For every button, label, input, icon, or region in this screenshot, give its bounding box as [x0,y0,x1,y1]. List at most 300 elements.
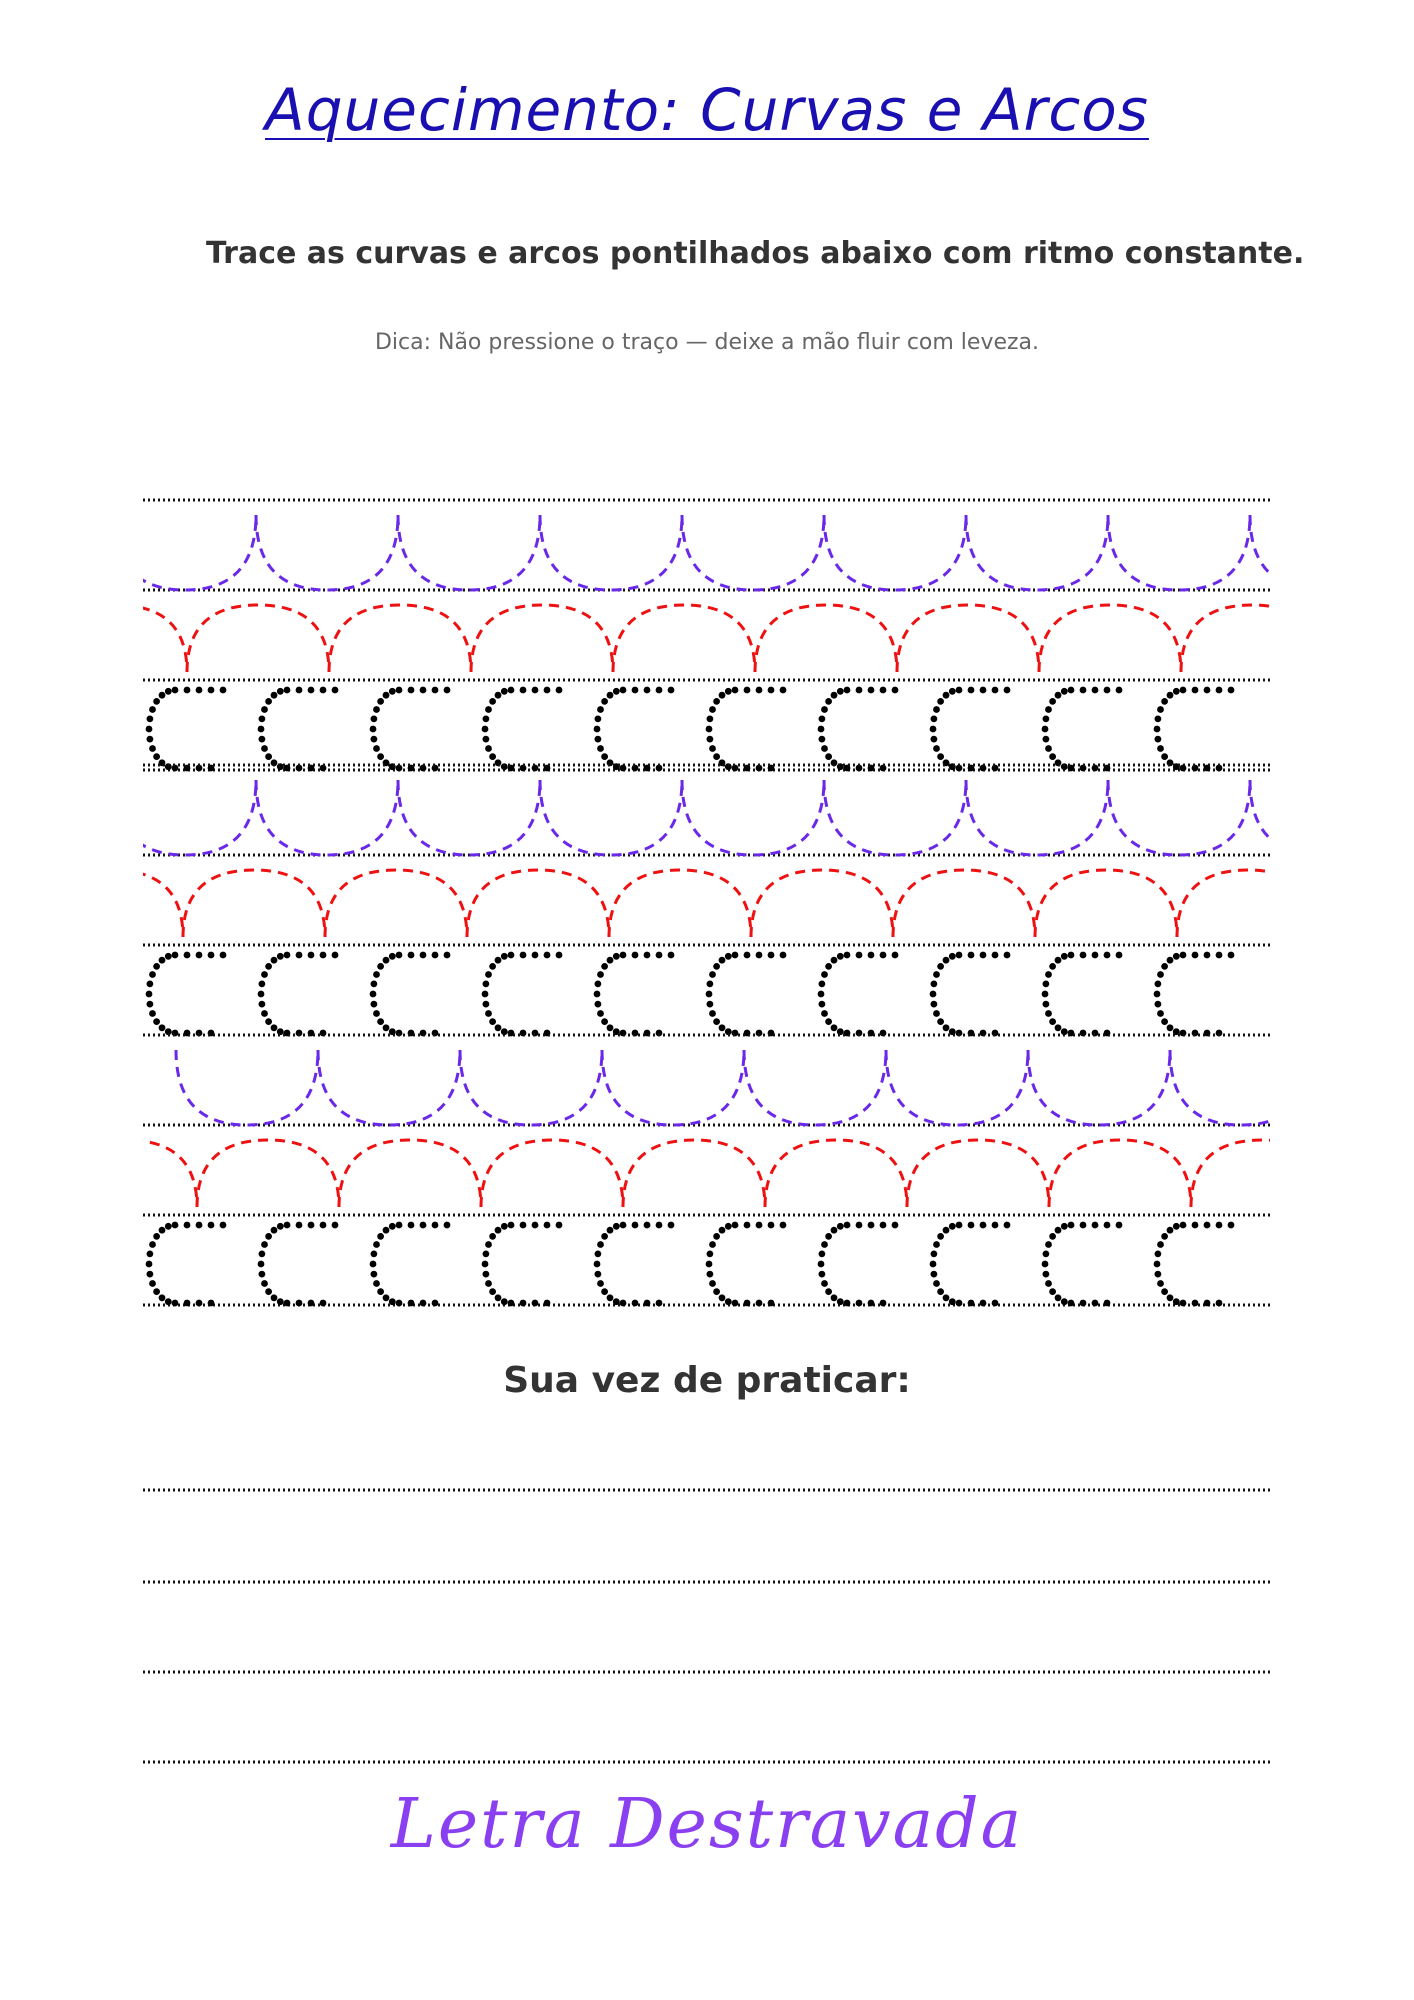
letter-dot [937,1018,944,1025]
letter-dot [831,957,838,964]
letter-dot [544,1300,551,1307]
letter-dot [1161,698,1168,705]
letter-dot [1228,687,1235,694]
up-arc [609,870,751,937]
letter-dot [819,1271,826,1278]
letter-dot [165,1298,172,1305]
letter-dot [1043,1271,1050,1278]
letter-dot [819,1251,826,1258]
letter-dot [220,1222,227,1229]
up-arc-row [45,605,1414,672]
letter-dot [1049,753,1056,760]
letter-dot [370,1261,377,1268]
letter-dot [1043,736,1050,743]
letter-dot [370,991,377,998]
letter-dot [1180,1222,1187,1229]
letter-dot [396,1222,403,1229]
letter-dot [377,698,384,705]
letter-dot [668,1222,675,1229]
letter-dot [968,952,975,959]
letter-dot [880,687,887,694]
letter-dot [1204,952,1211,959]
letter-dot [732,952,739,959]
dotted-letter-c [930,952,1011,1037]
letter-dot [732,1222,739,1229]
letter-dot [483,1251,490,1258]
letter-dot [968,687,975,694]
letter-dot [370,726,377,733]
letter-dot [556,1222,563,1229]
letter-dot [377,963,384,970]
letter-dot [707,981,714,988]
letter-dot [1042,991,1049,998]
up-arc [1035,870,1177,937]
letter-dot [744,687,751,694]
letter-dot [159,1227,166,1234]
up-arc [907,1140,1049,1207]
letter-dot [165,1223,172,1230]
dotted-letter-c [706,952,787,1037]
letter-dot [756,1222,763,1229]
down-arc [682,515,824,590]
letter-dot [597,1280,604,1287]
up-arc [55,1140,197,1207]
letter-dot [432,687,439,694]
letter-dot [931,716,938,723]
letter-dot [1155,736,1162,743]
letter-dot [837,1223,844,1230]
letter-dot [980,1222,987,1229]
letter-dot [444,687,451,694]
down-arc [460,1050,602,1125]
letter-dot [508,1300,515,1307]
letter-dot [892,687,899,694]
up-arc [471,605,613,672]
letter-dot [594,1261,601,1268]
letter-dot [831,1227,838,1234]
letter-dot [732,687,739,694]
letter-dot [1061,1298,1068,1305]
letter-dot [153,963,160,970]
letter-dot [607,1294,614,1301]
letter-dot [992,1300,999,1307]
letter-dot [709,706,716,713]
letter-dot [308,1300,315,1307]
dotted-letter-c [146,687,227,772]
letter-dot [373,1280,380,1287]
letter-dot [149,1241,156,1248]
letter-dot [208,687,215,694]
letter-dot [396,1300,403,1307]
letter-dot [1192,1300,1199,1307]
letter-dot [1173,688,1180,695]
letter-dot [709,1010,716,1017]
letter-dot [821,1280,828,1287]
letter-dot [1043,716,1050,723]
letter-dot [707,736,714,743]
up-arc [481,1140,623,1207]
letter-dot [320,687,327,694]
letter-dot [489,1233,496,1240]
letter-dot [184,952,191,959]
letter-dot [271,1024,278,1031]
letter-dot [756,1300,763,1307]
letter-dot [1049,1233,1056,1240]
dotted-letter-c [1154,1222,1235,1307]
dotted-letter-c [1042,1222,1123,1307]
down-arc [540,780,682,855]
letter-dot [844,1222,851,1229]
letter-dot [992,687,999,694]
down-arc [256,515,398,590]
letter-dot [595,1251,602,1258]
letter-dot [371,716,378,723]
letter-dot [656,952,663,959]
letter-dot [544,687,551,694]
letter-dot [1043,1251,1050,1258]
letter-dot [1045,971,1052,978]
letter-dot [371,1271,378,1278]
brand-signature: Letra Destravada [390,1785,1024,1864]
letter-dot [308,1222,315,1229]
letter-dot [880,952,887,959]
letter-dot [821,1010,828,1017]
letter-dot [595,1001,602,1008]
letter-dot [1204,1222,1211,1229]
letter-dot [1092,1222,1099,1229]
letter-dot [837,953,844,960]
letter-dot [825,1288,832,1295]
letter-dot [1104,1300,1111,1307]
letter-dot [768,1222,775,1229]
letter-dot [1173,1298,1180,1305]
dotted-letter-c [818,952,899,1037]
letter-dot [632,1222,639,1229]
letter-dot [444,952,451,959]
down-arc [114,780,256,855]
letter-dot [284,1300,291,1307]
letter-dot [597,1241,604,1248]
letter-dot [937,1288,944,1295]
letter-dot [725,688,732,695]
letter-dot [949,1223,956,1230]
letter-dot [532,687,539,694]
up-arc [1319,870,1414,937]
letter-dot [296,687,303,694]
letter-dot [261,971,268,978]
down-arc [176,1050,318,1125]
letter-dot [856,1222,863,1229]
letter-dot [1055,1294,1062,1301]
letter-dot [756,687,763,694]
letter-dot [1161,753,1168,760]
letter-dot [277,763,284,770]
letter-dot [949,1298,956,1305]
letter-dot [825,1018,832,1025]
letter-dot [1157,971,1164,978]
letter-dot [501,953,508,960]
letter-dot [725,1298,732,1305]
down-arc [398,515,540,590]
letter-dot [719,1227,726,1234]
letter-dot [284,1222,291,1229]
letter-dot [371,1001,378,1008]
letter-dot [172,687,179,694]
letter-dot [943,1227,950,1234]
dotted-letter-c [1154,952,1235,1037]
letter-dot [420,687,427,694]
letter-dot [172,952,179,959]
letter-dot [501,1298,508,1305]
letter-dot [373,1241,380,1248]
dotted-letter-c [370,1222,451,1307]
letter-dot [980,687,987,694]
letter-dot [931,981,938,988]
letter-dot [184,687,191,694]
letter-dot [383,957,390,964]
letter-dot [844,952,851,959]
letter-dot [821,1241,828,1248]
letter-dot [980,952,987,959]
letter-dot [732,1300,739,1307]
letter-dot [258,1261,265,1268]
letter-dot [656,1300,663,1307]
dotted-letter-c [482,1222,563,1307]
down-arc [1250,780,1392,855]
letter-dot [489,963,496,970]
letter-dot [1167,692,1174,699]
letter-dot [1228,1222,1235,1229]
letter-dot [296,1222,303,1229]
letter-dot [1161,1288,1168,1295]
letter-dot [508,687,515,694]
letter-dot [780,1222,787,1229]
letter-dot [373,1010,380,1017]
dotted-letter-c [818,1222,899,1307]
dotted-letter-c [482,952,563,1037]
letter-dot [271,1294,278,1301]
letter-dot [949,953,956,960]
letter-dot [1155,981,1162,988]
letter-dot [277,688,284,695]
worksheet-title: Aquecimento: Curvas e Arcos [265,76,1149,144]
letter-dot [594,991,601,998]
letter-dot [837,1028,844,1035]
letter-dot [821,971,828,978]
letter-dot [501,688,508,695]
letter-dot [1154,1261,1161,1268]
letter-dot [396,687,403,694]
letter-dot [931,1251,938,1258]
down-arc [602,1050,744,1125]
letter-dot [159,1294,166,1301]
instruction-text: Trace as curvas e arcos pontilhados abaixo com ritmo constante. [206,236,1305,271]
letter-dot [196,1222,203,1229]
letter-dot [532,952,539,959]
letter-dot [709,745,716,752]
letter-dot [1155,716,1162,723]
letter-dot [656,687,663,694]
letter-dot [508,1222,515,1229]
letter-dot [868,687,875,694]
letter-dot [601,698,608,705]
letter-dot [1180,687,1187,694]
letter-dot [1154,726,1161,733]
letter-dot [489,753,496,760]
letter-dot [1192,1222,1199,1229]
letter-dot [259,1251,266,1258]
letter-dot [819,716,826,723]
up-arc [1191,1140,1333,1207]
up-arc [45,605,187,672]
letter-dot [933,1280,940,1287]
down-arc [824,515,966,590]
letter-dot [432,952,439,959]
letter-dot [149,745,156,752]
letter-dot [1055,957,1062,964]
letter-dot [146,1261,153,1268]
letter-dot [1116,1222,1123,1229]
letter-dot [1167,1227,1174,1234]
letter-dot [601,963,608,970]
letter-dot [595,1271,602,1278]
letter-dot [933,706,940,713]
letter-dot [147,736,154,743]
letter-dot [744,1222,751,1229]
letter-dot [956,952,963,959]
letter-dot [930,1261,937,1268]
letter-dot [1154,991,1161,998]
letter-dot [744,1300,751,1307]
up-arc-row [41,870,1414,937]
letter-dot [856,1300,863,1307]
down-arc [1250,515,1392,590]
letter-dot [208,1222,215,1229]
letter-dot [756,952,763,959]
letter-dot [709,1280,716,1287]
letter-dot [1157,1010,1164,1017]
letter-dot [1068,952,1075,959]
letter-dot [1216,1222,1223,1229]
letter-dot [607,1227,614,1234]
letter-dot [420,1222,427,1229]
letter-dot [495,692,502,699]
letter-dot [489,1018,496,1025]
letter-dot [992,1222,999,1229]
down-arc [1170,1050,1312,1125]
down-arc [398,780,540,855]
letter-dot [744,952,751,959]
down-arc [540,515,682,590]
letter-dot [1180,952,1187,959]
letter-dot [159,1024,166,1031]
letter-dot [706,1261,713,1268]
letter-dot [892,1222,899,1229]
letter-dot [1045,1280,1052,1287]
letter-dot [277,1298,284,1305]
up-arc [1333,1140,1414,1207]
letter-dot [508,952,515,959]
letter-dot [271,692,278,699]
letter-dot [1092,952,1099,959]
letter-dot [1004,687,1011,694]
up-arc [897,605,1039,672]
letter-dot [1049,698,1056,705]
letter-dot [482,726,489,733]
letter-dot [1104,952,1111,959]
letter-dot [389,688,396,695]
letter-dot [495,957,502,964]
letter-dot [707,1271,714,1278]
dotted-letter-c [930,687,1011,772]
letter-dot [261,1241,268,1248]
down-arc-row [176,1050,1414,1125]
letter-dot [520,687,527,694]
letter-dot [432,1300,439,1307]
letter-dot [208,952,215,959]
letter-dot [930,726,937,733]
letter-dot [668,952,675,959]
letter-dot [713,963,720,970]
letter-dot [943,957,950,964]
letter-dot [819,981,826,988]
letter-dot [444,1222,451,1229]
letter-dot [1049,963,1056,970]
letter-dot [825,963,832,970]
letter-dot [937,753,944,760]
letter-dot [831,692,838,699]
letter-dot [1045,706,1052,713]
letter-dot [1155,1251,1162,1258]
dotted-letter-c [706,1222,787,1307]
letter-dot [1080,1222,1087,1229]
letter-dot [1157,706,1164,713]
letter-dot [1204,1300,1211,1307]
letter-dot [597,745,604,752]
letter-dot [1216,687,1223,694]
letter-dot [408,687,415,694]
letter-dot [485,706,492,713]
letter-dot [931,736,938,743]
letter-dot [1004,952,1011,959]
letter-dot [992,952,999,959]
letter-dot [332,1222,339,1229]
up-arc [1049,1140,1191,1207]
dotted-letter-c [258,1222,339,1307]
letter-dot [389,953,396,960]
letter-dot [371,736,378,743]
letter-dot [483,1001,490,1008]
letter-dot [149,1280,156,1287]
letter-dot [483,716,490,723]
letter-dot [220,952,227,959]
letter-dot [371,981,378,988]
letter-dot [258,726,265,733]
dotted-letter-c [370,687,451,772]
letter-dot [595,736,602,743]
letter-dot [943,1294,950,1301]
letter-dot [544,952,551,959]
letter-dot [956,1222,963,1229]
letter-dot [482,991,489,998]
dotted-letter-c [594,952,675,1037]
dotted-letter-c [258,687,339,772]
letter-dot [371,1251,378,1258]
dotted-letter-c [482,687,563,772]
letter-dot [713,1018,720,1025]
letter-dot [937,698,944,705]
letter-dot [377,1233,384,1240]
